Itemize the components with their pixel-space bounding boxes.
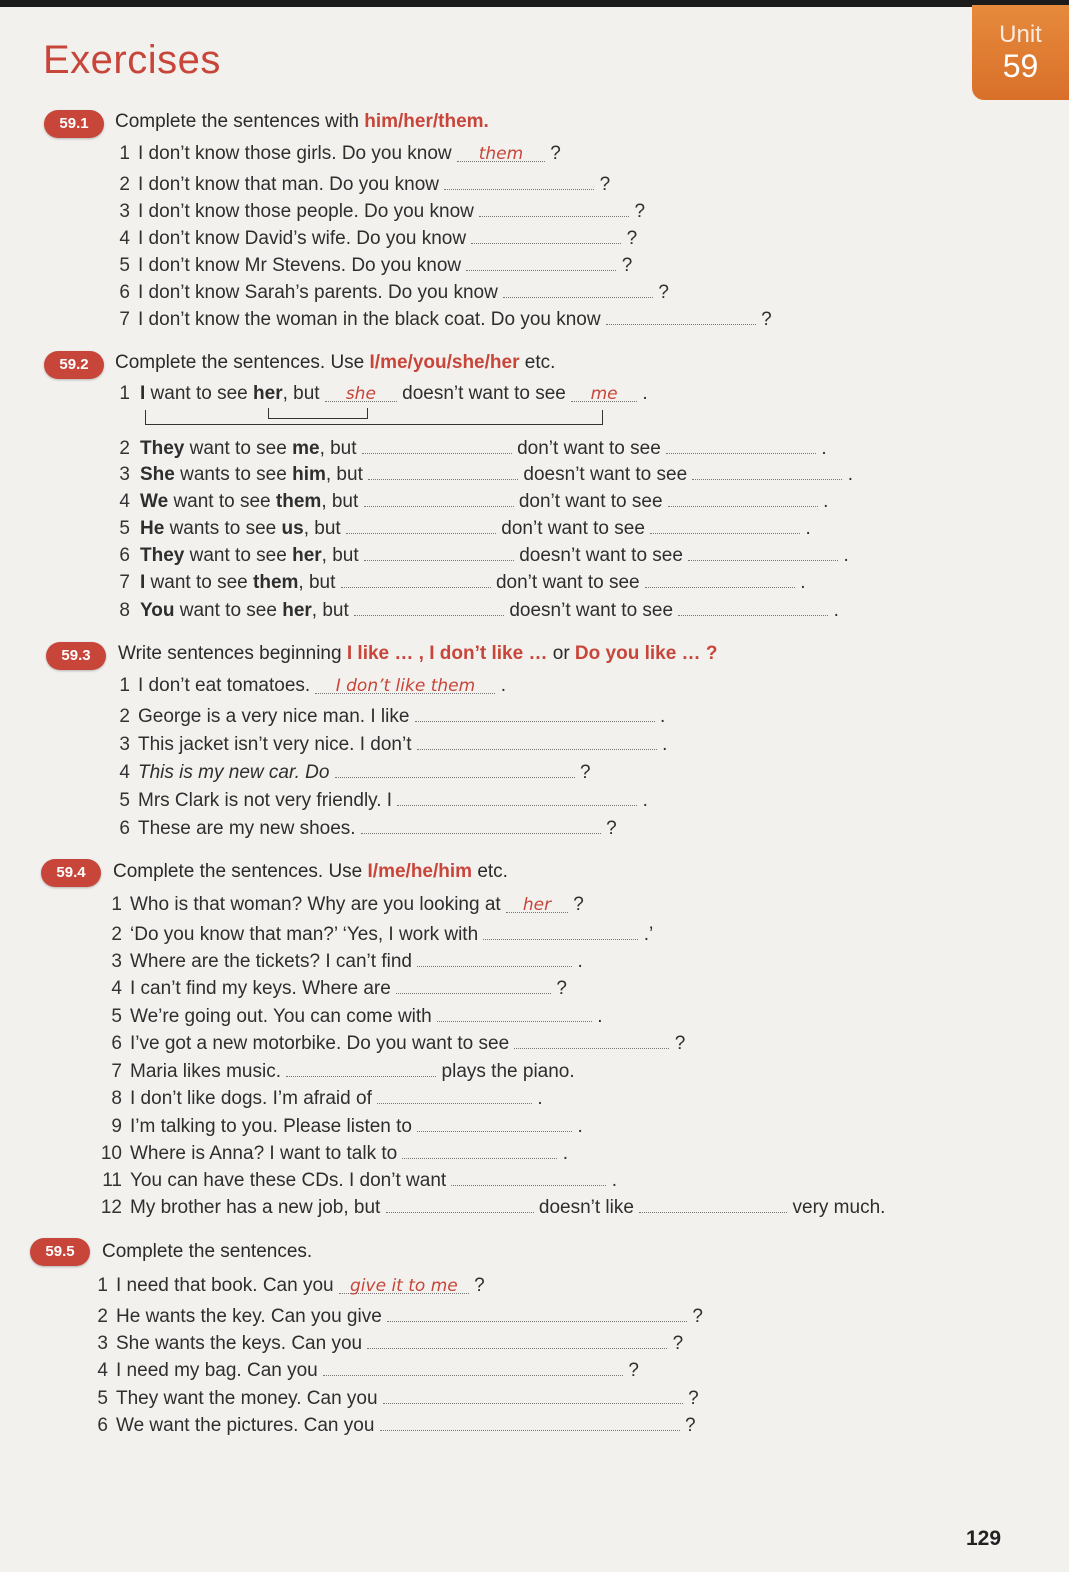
instruction-text-mid: or xyxy=(547,643,575,664)
exercise-item xyxy=(112,759,591,784)
answer-blank[interactable] xyxy=(471,225,621,244)
item-text: want to see xyxy=(168,491,276,512)
item-object: him xyxy=(292,464,326,485)
answer-blank[interactable] xyxy=(479,198,629,217)
item-end: ? xyxy=(688,1388,699,1409)
item-number: 4 xyxy=(119,228,130,249)
item-text: Maria likes music. xyxy=(130,1061,281,1082)
item-text: We’re going out. You can come with xyxy=(130,1006,432,1027)
example-arrow-bracket-outer xyxy=(145,410,603,425)
item-end: . xyxy=(577,951,583,972)
exercise-item xyxy=(90,1303,703,1328)
exercise-instruction-59-5 xyxy=(102,1241,312,1263)
item-text: Mrs Clark is not very friendly. I xyxy=(138,790,393,811)
item-text: Who is that woman? Why are you looking at xyxy=(130,894,501,915)
item-verb: don’t want to see xyxy=(495,572,640,593)
exercise-item xyxy=(95,1030,685,1055)
item-text: wants to see xyxy=(164,518,282,539)
item-end: . xyxy=(562,1143,569,1164)
item-verb: doesn’t want to see xyxy=(519,545,683,566)
answer-blank[interactable] xyxy=(417,731,657,750)
item-end: . xyxy=(577,1116,583,1137)
answer-blank[interactable] xyxy=(339,1275,469,1294)
item-end: ? xyxy=(573,894,584,915)
exercise-instruction-59-4 xyxy=(113,861,508,883)
top-rule xyxy=(0,0,1069,7)
answer-blank[interactable] xyxy=(606,306,756,325)
item-number: 5 xyxy=(111,1006,122,1027)
answer-blank[interactable] xyxy=(514,1030,669,1049)
exercise-item xyxy=(95,1085,543,1110)
answer-blank[interactable] xyxy=(286,1058,436,1077)
answer-blank[interactable] xyxy=(466,252,616,271)
item-subject: I xyxy=(140,572,146,593)
answer-blank[interactable] xyxy=(437,1003,592,1022)
item-subject: They xyxy=(140,438,185,459)
item-text: , but xyxy=(321,545,359,566)
item-text: I can’t find my keys. Where are xyxy=(130,978,391,999)
answer-blank-2[interactable] xyxy=(645,569,795,588)
exercise-item xyxy=(112,306,772,331)
item-verb: doesn’t want to see xyxy=(523,464,688,485)
item-text: Where is Anna? I want to talk to xyxy=(130,1143,398,1164)
item-number: 5 xyxy=(119,255,130,276)
item-text: We want the pictures. Can you xyxy=(116,1415,375,1436)
answer-text: give it to me xyxy=(350,1276,458,1296)
item-number: 5 xyxy=(119,518,130,539)
exercise-item xyxy=(95,948,583,973)
item-end: plays the piano. xyxy=(441,1061,575,1082)
instruction-highlight: him/her/them. xyxy=(364,111,489,132)
exercise-item xyxy=(90,1385,699,1410)
item-end: ? xyxy=(621,255,633,276)
answer-blank[interactable] xyxy=(396,975,551,994)
item-text: This is my new car. Do xyxy=(138,762,330,783)
exercise-item xyxy=(90,1412,696,1437)
item-number: 3 xyxy=(97,1333,108,1354)
item-subject: We xyxy=(140,491,169,512)
exercise-item xyxy=(112,225,637,250)
answer-blank[interactable] xyxy=(387,1303,687,1322)
answer-blank[interactable] xyxy=(368,461,518,480)
instruction-highlight: I like … , I don’t like … xyxy=(346,643,548,664)
example-arrow-bracket-inner xyxy=(268,408,368,419)
answer-blank[interactable] xyxy=(386,1194,534,1213)
item-text: want to see xyxy=(145,383,254,404)
item-text: They want the money. Can you xyxy=(116,1388,378,1409)
item-end: ? xyxy=(626,228,638,249)
item-number: 4 xyxy=(119,762,130,783)
exercise-item xyxy=(112,815,617,840)
exercise-badge-59-1: 59.1 xyxy=(44,110,104,138)
exercise-item xyxy=(112,542,849,567)
item-text: I don’t eat tomatoes. xyxy=(138,675,311,696)
answer-blank[interactable] xyxy=(506,894,568,913)
item-text: I’ve got a new motorbike. Do you want to see xyxy=(130,1033,510,1054)
exercise-badge-59-5: 59.5 xyxy=(30,1238,90,1266)
exercise-item xyxy=(112,279,669,304)
item-number: 7 xyxy=(119,572,130,593)
item-end: ? xyxy=(634,201,646,222)
item-text: I don’t know David’s wife. Do you know xyxy=(138,228,467,249)
answer-blank[interactable] xyxy=(315,675,495,694)
item-end: ? xyxy=(672,1333,684,1354)
item-end: . xyxy=(642,790,648,811)
exercise-item xyxy=(95,1058,575,1083)
item-number: 2 xyxy=(97,1306,108,1327)
instruction-text: Complete the sentences. Use xyxy=(115,352,370,373)
item-end: . xyxy=(597,1006,603,1027)
item-subject: They xyxy=(140,545,185,566)
item-number: 3 xyxy=(119,201,130,222)
answer-blank-2[interactable] xyxy=(639,1194,787,1213)
answer-blank[interactable] xyxy=(402,1140,557,1159)
item-number: 1 xyxy=(119,143,130,164)
item-end: ? xyxy=(474,1275,485,1296)
exercise-item xyxy=(112,383,648,405)
item-number: 5 xyxy=(119,790,130,811)
item-text: ‘Do you know that man?’ ‘Yes, I work with xyxy=(130,924,479,945)
item-number: 6 xyxy=(119,818,130,839)
item-number: 6 xyxy=(119,282,130,303)
instruction-highlight: I/me/he/him xyxy=(367,861,473,882)
answer-blank-2[interactable] xyxy=(666,435,816,454)
item-end: ? xyxy=(550,143,561,164)
item-text: I don’t know those people. Do you know xyxy=(138,201,474,222)
answer-blank[interactable] xyxy=(383,1385,683,1404)
item-end: . xyxy=(642,383,648,404)
answer-blank[interactable] xyxy=(325,383,397,402)
item-end: . xyxy=(800,572,806,593)
page-number: 129 xyxy=(966,1527,1002,1550)
item-text: He wants the key. Can you give xyxy=(116,1306,382,1327)
answer-blank-2[interactable] xyxy=(678,597,828,616)
item-text: I need that book. Can you xyxy=(116,1275,334,1296)
item-number: 5 xyxy=(97,1388,108,1409)
exercise-item xyxy=(112,435,827,460)
answer-blank[interactable] xyxy=(364,488,514,507)
answer-blank[interactable] xyxy=(364,542,514,561)
item-number: 2 xyxy=(119,438,130,459)
item-text: , but xyxy=(311,600,349,621)
exercise-badge-59-2: 59.2 xyxy=(44,351,104,379)
item-number: 7 xyxy=(111,1061,122,1082)
item-end: . xyxy=(611,1170,618,1191)
exercise-item xyxy=(90,1357,639,1382)
item-number: 8 xyxy=(119,600,130,621)
answer-blank[interactable] xyxy=(483,921,638,940)
item-subject: You xyxy=(140,600,175,621)
item-subject: She xyxy=(140,464,175,485)
exercise-item xyxy=(95,1140,568,1165)
exercise-instruction-59-2 xyxy=(115,352,555,374)
item-number: 8 xyxy=(111,1088,122,1109)
item-verb: don’t want to see xyxy=(517,438,661,459)
item-number: 9 xyxy=(111,1116,122,1137)
answer-blank-2[interactable] xyxy=(650,515,800,534)
answer-text: she xyxy=(345,384,376,404)
item-text: want to see xyxy=(145,572,254,593)
item-text: I don’t know the woman in the black coat. Do you know xyxy=(138,309,601,330)
item-verb: doesn’t want to see xyxy=(509,600,674,621)
item-end: . xyxy=(662,734,668,755)
item-text-mid: doesn’t like xyxy=(538,1197,634,1218)
item-object: us xyxy=(281,518,304,539)
item-text: want to see xyxy=(184,438,293,459)
answer-blank[interactable] xyxy=(335,759,575,778)
answer-blank[interactable] xyxy=(457,143,545,162)
item-end: ? xyxy=(556,978,567,999)
item-end: . xyxy=(833,600,839,621)
item-object: her xyxy=(253,383,283,404)
exercise-item xyxy=(95,1003,603,1028)
item-text: I don’t know Mr Stevens. Do you know xyxy=(138,255,462,276)
item-text: These are my new shoes. xyxy=(138,818,356,839)
item-text: , but xyxy=(303,518,341,539)
exercise-item xyxy=(112,787,648,812)
item-end: . xyxy=(537,1088,543,1109)
item-number: 4 xyxy=(111,978,122,999)
exercise-item xyxy=(112,597,839,622)
answer-blank[interactable] xyxy=(362,435,512,454)
instruction-text-end: etc. xyxy=(472,861,508,882)
item-verb: don’t want to see xyxy=(518,491,663,512)
item-number: 6 xyxy=(119,545,130,566)
instruction-text: Complete the sentences with xyxy=(115,111,365,132)
exercise-item xyxy=(112,143,561,165)
item-number: 4 xyxy=(119,491,130,512)
item-end: ? xyxy=(761,309,772,330)
exercise-item xyxy=(112,461,853,486)
item-number: 1 xyxy=(119,383,130,404)
item-end: very much. xyxy=(792,1197,886,1218)
item-text: , but xyxy=(298,572,336,593)
exercise-item xyxy=(112,488,828,513)
item-text: I don’t know those girls. Do you know xyxy=(138,143,452,164)
item-end: ? xyxy=(692,1306,703,1327)
item-end: ? xyxy=(674,1033,686,1054)
item-text: This jacket isn’t very nice. I don’t xyxy=(138,734,412,755)
exercise-item xyxy=(90,1275,485,1297)
item-text: , but xyxy=(321,491,359,512)
item-number: 2 xyxy=(111,924,122,945)
item-number: 6 xyxy=(97,1415,108,1436)
answer-blank[interactable] xyxy=(397,787,637,806)
answer-blank[interactable] xyxy=(341,569,491,588)
exercise-item xyxy=(95,921,653,946)
answer-blank[interactable] xyxy=(346,515,496,534)
item-number: 3 xyxy=(119,734,130,755)
item-number: 6 xyxy=(111,1033,122,1054)
item-end: ? xyxy=(684,1415,696,1436)
item-end: . xyxy=(659,706,666,727)
exercise-item xyxy=(112,252,632,277)
item-text: She wants the keys. Can you xyxy=(116,1333,363,1354)
answer-blank-2[interactable] xyxy=(668,488,818,507)
item-object: them xyxy=(253,572,299,593)
answer-blank[interactable] xyxy=(380,1412,680,1431)
page-title: Exercises xyxy=(43,38,221,82)
instruction-text: Complete the sentences. Use xyxy=(113,861,368,882)
exercise-instruction-59-3 xyxy=(118,643,717,665)
exercise-item xyxy=(112,171,610,196)
unit-tab xyxy=(972,5,1069,100)
item-number: 2 xyxy=(119,706,130,727)
item-end: ? xyxy=(606,818,617,839)
item-number: 3 xyxy=(111,951,122,972)
instruction-text: Complete the sentences. xyxy=(102,1241,313,1262)
answer-blank[interactable] xyxy=(323,1357,623,1376)
answer-text: me xyxy=(590,384,618,404)
item-text: , but xyxy=(325,464,363,485)
unit-number: 59 xyxy=(1002,48,1039,84)
item-text: want to see xyxy=(174,600,283,621)
instruction-highlight: I/me/you/she/her xyxy=(369,352,520,373)
item-number: 2 xyxy=(119,174,130,195)
item-object: them xyxy=(275,491,322,512)
exercise-badge-59-3: 59.3 xyxy=(46,642,106,670)
item-text: I don’t like dogs. I’m afraid of xyxy=(130,1088,372,1109)
answer-blank[interactable] xyxy=(417,948,572,967)
item-number: 4 xyxy=(97,1360,108,1381)
item-verb: don’t want to see xyxy=(501,518,645,539)
item-text: I don’t know that man. Do you know xyxy=(138,174,439,195)
item-end: . xyxy=(821,438,827,459)
exercise-badge-59-4: 59.4 xyxy=(41,859,101,887)
item-end: ? xyxy=(628,1360,639,1381)
exercise-item xyxy=(95,975,567,1000)
exercise-item xyxy=(112,703,665,728)
item-end: .’ xyxy=(643,924,654,945)
exercise-item xyxy=(95,1167,617,1192)
answer-blank[interactable] xyxy=(417,1113,572,1132)
item-subject: He xyxy=(140,518,165,539)
item-object: me xyxy=(292,438,320,459)
item-number: 10 xyxy=(100,1143,122,1164)
answer-blank[interactable] xyxy=(377,1085,532,1104)
answer-text: I don’t like them xyxy=(335,676,476,696)
exercise-item xyxy=(112,198,645,223)
instruction-text-end: etc. xyxy=(519,352,556,373)
item-text: want to see xyxy=(184,545,293,566)
item-text: wants to see xyxy=(174,464,293,485)
item-number: 1 xyxy=(119,675,130,696)
item-end: . xyxy=(843,545,849,566)
item-number: 7 xyxy=(119,309,130,330)
exercise-item xyxy=(95,894,584,916)
item-text: , but xyxy=(319,438,357,459)
answer-blank-2[interactable] xyxy=(571,383,637,402)
item-text: I need my bag. Can you xyxy=(116,1360,318,1381)
answer-blank[interactable] xyxy=(451,1167,606,1186)
instruction-text: Write sentences beginning xyxy=(118,643,347,664)
item-number: 3 xyxy=(119,464,130,485)
unit-label: Unit xyxy=(999,21,1042,48)
item-end: . xyxy=(805,518,811,539)
item-verb: doesn’t want to see xyxy=(402,383,566,404)
item-text: Where are the tickets? I can’t find xyxy=(130,951,412,972)
item-text: I’m talking to you. Please listen to xyxy=(130,1116,412,1137)
answer-blank[interactable] xyxy=(367,1330,667,1349)
item-end: ? xyxy=(658,282,669,303)
answer-text: them xyxy=(478,144,524,164)
exercise-item xyxy=(90,1330,683,1355)
exercise-instruction-59-1 xyxy=(115,111,489,133)
item-end: ? xyxy=(580,762,591,783)
item-end: . xyxy=(500,675,507,696)
answer-blank-2[interactable] xyxy=(692,461,842,480)
exercise-item xyxy=(95,1113,583,1138)
answer-blank-2[interactable] xyxy=(688,542,838,561)
item-number: 11 xyxy=(102,1170,122,1191)
item-text: You can have these CDs. I don’t want xyxy=(130,1170,447,1191)
item-text: I don’t know Sarah’s parents. Do you know xyxy=(138,282,498,303)
item-end: . xyxy=(823,491,829,512)
item-number: 1 xyxy=(111,894,122,915)
exercise-item xyxy=(112,515,811,540)
answer-blank[interactable] xyxy=(503,279,653,298)
exercise-item xyxy=(112,569,805,594)
item-text: , but xyxy=(282,383,320,404)
item-object: her xyxy=(282,600,312,621)
exercise-item xyxy=(95,1194,885,1219)
answer-blank[interactable] xyxy=(361,815,601,834)
item-number: 12 xyxy=(100,1197,122,1218)
item-text: My brother has a new job, but xyxy=(130,1197,381,1218)
exercise-item xyxy=(112,731,667,756)
answer-blank[interactable] xyxy=(444,171,594,190)
instruction-highlight-2: Do you like … ? xyxy=(574,643,718,664)
item-text: George is a very nice man. I like xyxy=(138,706,410,727)
item-object: her xyxy=(292,545,322,566)
item-end: ? xyxy=(599,174,611,195)
item-subject: I xyxy=(140,383,146,404)
item-number: 1 xyxy=(97,1275,108,1296)
exercise-item xyxy=(112,675,506,697)
answer-blank[interactable] xyxy=(415,703,655,722)
answer-text: her xyxy=(522,895,552,915)
item-end: . xyxy=(847,464,853,485)
answer-blank[interactable] xyxy=(354,597,504,616)
